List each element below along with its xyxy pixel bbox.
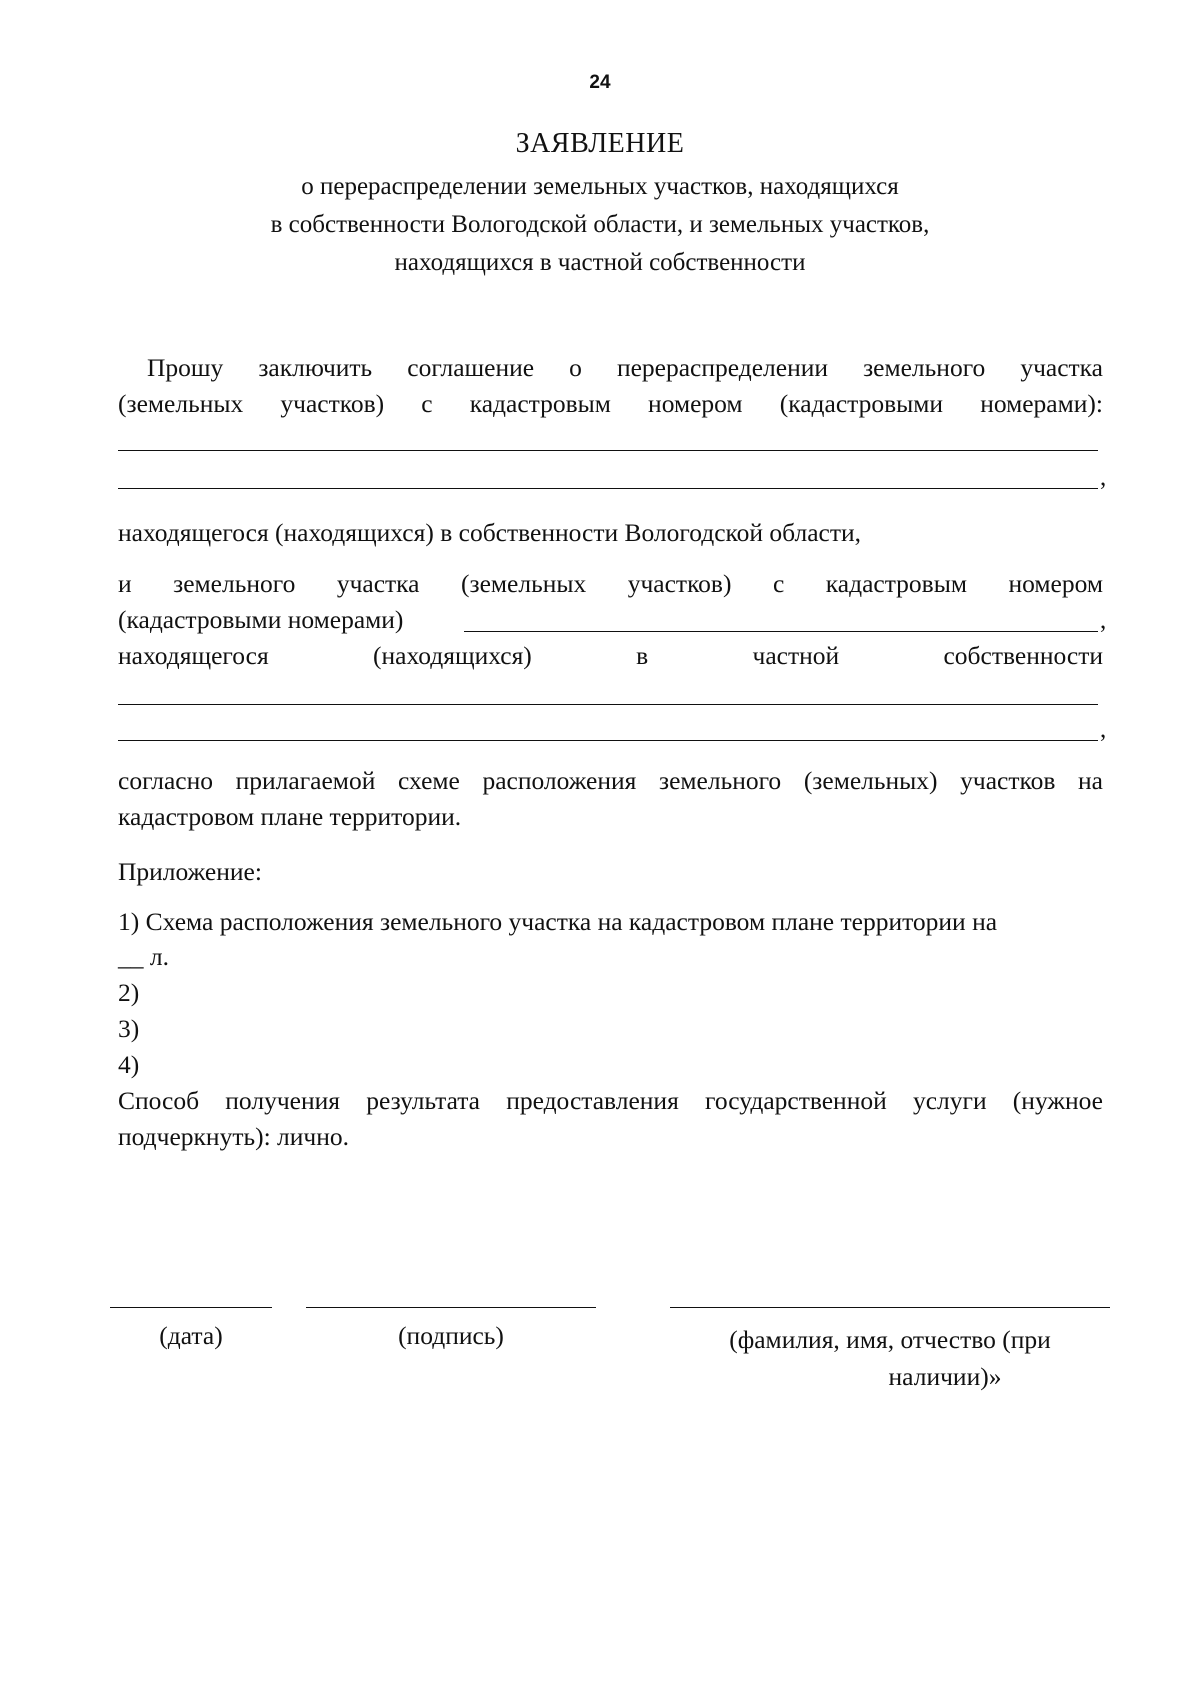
signature-label: (подпись)	[398, 1321, 504, 1350]
attachment-item-1-pages: __ л.	[118, 942, 169, 971]
attachments-heading: Приложение:	[118, 857, 262, 886]
attachment-item-1: 1) Схема расположения земельного участка на кадастровом плане территории на	[118, 907, 998, 936]
full-name-field[interactable]	[670, 1307, 1110, 1308]
request-text-line-1: Прошу заключить соглашение о перераспределении земельного участка	[147, 353, 1103, 382]
cadastral-number-field-state-2[interactable]	[118, 488, 1098, 489]
document-title: ЗАЯВЛЕНИЕ	[515, 128, 685, 159]
date-label: (дата)	[159, 1321, 223, 1350]
attachment-item-3: 3)	[118, 1014, 140, 1043]
subtitle-line: в собственности Вологодской области, и земельных участков,	[270, 211, 930, 238]
private-owner-field-1[interactable]	[118, 704, 1098, 705]
page-number: 24	[589, 72, 611, 93]
owned-by-region-text: находящегося (находящихся) в собственности Вологодской области,	[118, 518, 862, 547]
scheme-text-line-1: согласно прилагаемой схеме расположения земельного (земельных) участков на	[118, 766, 1103, 795]
date-field[interactable]	[110, 1307, 272, 1308]
full-name-label-line-2: наличии)»	[888, 1362, 1002, 1391]
attachment-item-4: 4)	[118, 1050, 140, 1079]
attachment-item-2: 2)	[118, 978, 140, 1007]
subtitle-line: о перераспределении земельных участков, находящихся	[301, 173, 899, 200]
cadastral-number-field-private[interactable]	[464, 631, 1098, 632]
comma: ,	[1100, 464, 1107, 491]
delivery-method-line-1: Способ получения результата предоставления государственной услуги (нужное	[118, 1086, 1103, 1115]
private-plot-text-line-2: (кадастровыми номерами)	[118, 605, 404, 634]
private-owner-field-2[interactable]	[118, 740, 1098, 741]
request-text-line-2: (земельных участков) с кадастровым номером (кадастровыми номерами):	[118, 389, 1103, 418]
cadastral-number-field-state-1[interactable]	[118, 450, 1098, 451]
delivery-method-line-2: подчеркнуть): лично.	[118, 1122, 350, 1151]
full-name-label-line-1: (фамилия, имя, отчество (при	[729, 1325, 1051, 1354]
subtitle-line: находящихся в частной собственности	[394, 249, 806, 276]
comma: ,	[1100, 716, 1107, 743]
signature-field[interactable]	[306, 1307, 596, 1308]
comma: ,	[1100, 607, 1107, 634]
private-plot-text-line-1: и земельного участка (земельных участков) с кадастровым номером	[118, 569, 1103, 598]
document-subtitle	[0, 168, 1200, 282]
private-plot-text-line-3: находящегося (находящихся) в частной собственности	[118, 641, 1103, 670]
full-name-label	[670, 1321, 1110, 1395]
scheme-text-line-2: кадастровом плане территории.	[118, 802, 462, 831]
